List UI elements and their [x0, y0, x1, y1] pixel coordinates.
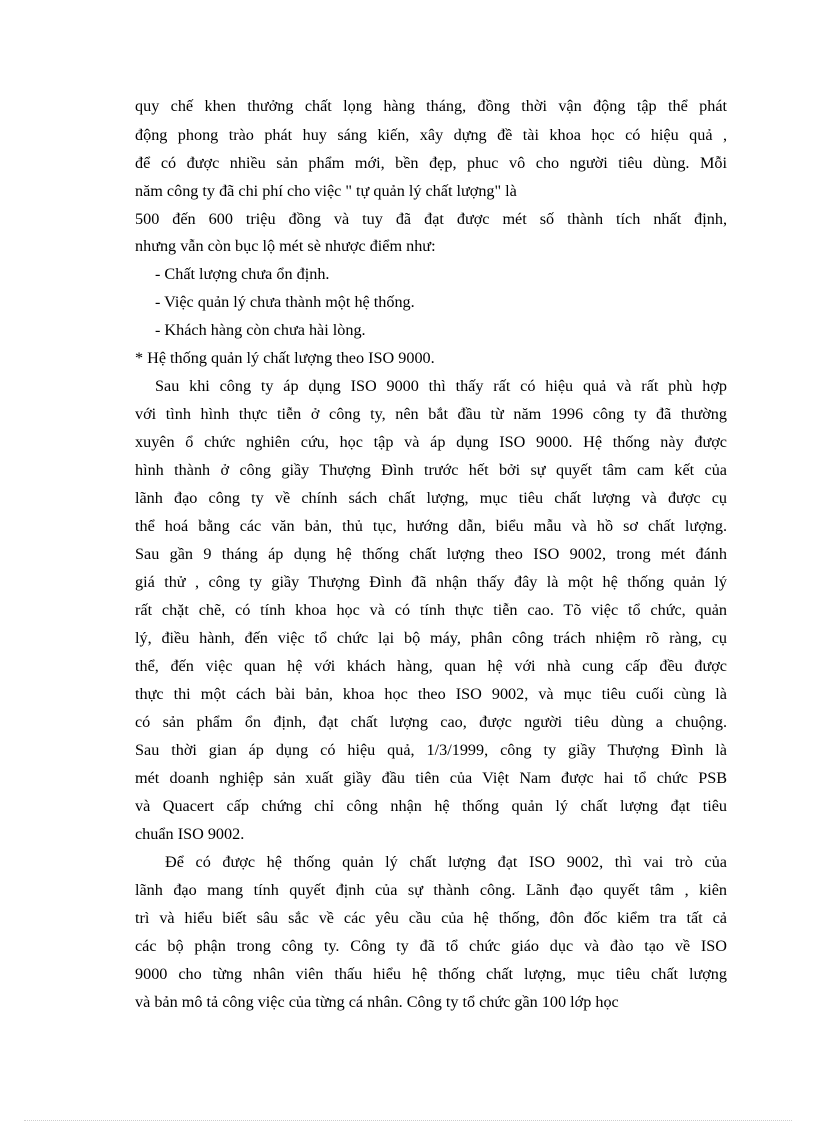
text-line: thể, đến việc quan hệ với khách hàng, quan hệ với nhà cung cấp đều được — [135, 657, 727, 675]
text-line: trì và hiểu biết sâu sắc về các yêu cầu của hệ thống, đôn đốc kiểm tra tất cả — [135, 909, 727, 927]
text-line: Sau khi công ty áp dụng ISO 9000 thì thấy rất có hiệu quả và rất phù hợp — [155, 377, 727, 395]
text-line: thể hoá bằng các văn bản, thủ tục, hướng dẫn, biểu mẫu và hồ sơ chất lượng. — [135, 517, 727, 535]
text-line: Sau thời gian áp dụng có hiệu quả, 1/3/1999, công ty giầy Thượng Đình là — [135, 741, 727, 759]
text-line: xuyên ổ chức nghiên cứu, học tập và áp dụng ISO 9000. Hệ thống này được — [135, 433, 727, 451]
text-line: năm công ty đã chi phí cho việc " tự quản lý chất lượng" là — [135, 182, 517, 200]
text-line: động phong trào phát huy sáng kiến, xây dựng đề tài khoa học có hiệu quả , — [135, 126, 727, 144]
text-line: nhưng vẫn còn bục lộ mét sè nhược điểm như: — [135, 237, 436, 255]
bullet-item: - Việc quản lý chưa thành một hệ thống. — [155, 293, 415, 311]
section-heading: * Hệ thống quản lý chất lượng theo ISO 9000. — [135, 349, 435, 367]
text-line: và Quacert cấp chứng chỉ công nhận hệ thống quản lý chất lượng đạt tiêu — [135, 797, 727, 815]
text-line: 500 đến 600 triệu đồng và tuy đã đạt được mét số thành tích nhất định, — [135, 210, 727, 228]
text-line: rất chặt chẽ, có tính khoa học và có tính thực tiễn cao. Tõ việc tổ chức, quản — [135, 601, 727, 619]
text-line: quy chế khen thưởng chất lọng hàng tháng, đồng thời vận động tập thể phát — [135, 97, 727, 115]
bullet-item: - Chất lượng chưa ổn định. — [155, 265, 330, 283]
text-line: có sản phẩm ổn định, đạt chất lượng cao, được người tiêu dùng a chuộng. — [135, 713, 727, 731]
text-line: Để có được hệ thống quản lý chất lượng đạt ISO 9002, thì vai trò của — [165, 853, 727, 871]
text-line: lãnh đạo mang tính quyết định của sự thành công. Lãnh đạo quyết tâm , kiên — [135, 881, 727, 899]
text-line: 9000 cho từng nhân viên thấu hiểu hệ thống chất lượng, mục tiêu chất lượng — [135, 965, 727, 983]
text-line: chuẩn ISO 9002. — [135, 825, 245, 843]
text-line: lý, điều hành, đến việc tổ chức lại bộ máy, phân công trách nhiệm rõ ràng, cụ — [135, 629, 727, 647]
text-line: giá thử , công ty giầy Thượng Đình đã nhận thấy đây là một hệ thống quản lý — [135, 573, 727, 591]
text-line: để có được nhiều sản phẩm mới, bền đẹp, phuc vô cho người tiêu dùng. Mỗi — [135, 154, 727, 172]
page-bottom-divider — [24, 1120, 792, 1121]
text-line: lãnh đạo công ty về chính sách chất lượng, mục tiêu chất lượng và được cụ — [135, 489, 727, 507]
bullet-item: - Khách hàng còn chưa hài lòng. — [155, 321, 366, 339]
text-line: thực thi một cách bài bản, khoa học theo ISO 9002, và mục tiêu cuối cùng là — [135, 685, 727, 703]
text-line: các bộ phận trong công ty. Công ty đã tổ chức giáo dục và đào tạo về ISO — [135, 937, 727, 955]
text-line: hình thành ở công giầy Thượng Đình trước hết bởi sự quyết tâm cam kết của — [135, 461, 727, 479]
text-line: với tình hình thực tiễn ở công ty, nên bắt đầu từ năm 1996 công ty đã thường — [135, 405, 727, 423]
text-line: Sau gần 9 tháng áp dụng hệ thống chất lượng theo ISO 9002, trong mét đánh — [135, 545, 727, 563]
text-line: và bản mô tả công việc của từng cá nhân. Công ty tổ chức gần 100 lớp học — [135, 993, 619, 1011]
text-line: mét doanh nghiệp sản xuất giầy đầu tiên của Việt Nam được hai tổ chức PSB — [135, 769, 727, 787]
